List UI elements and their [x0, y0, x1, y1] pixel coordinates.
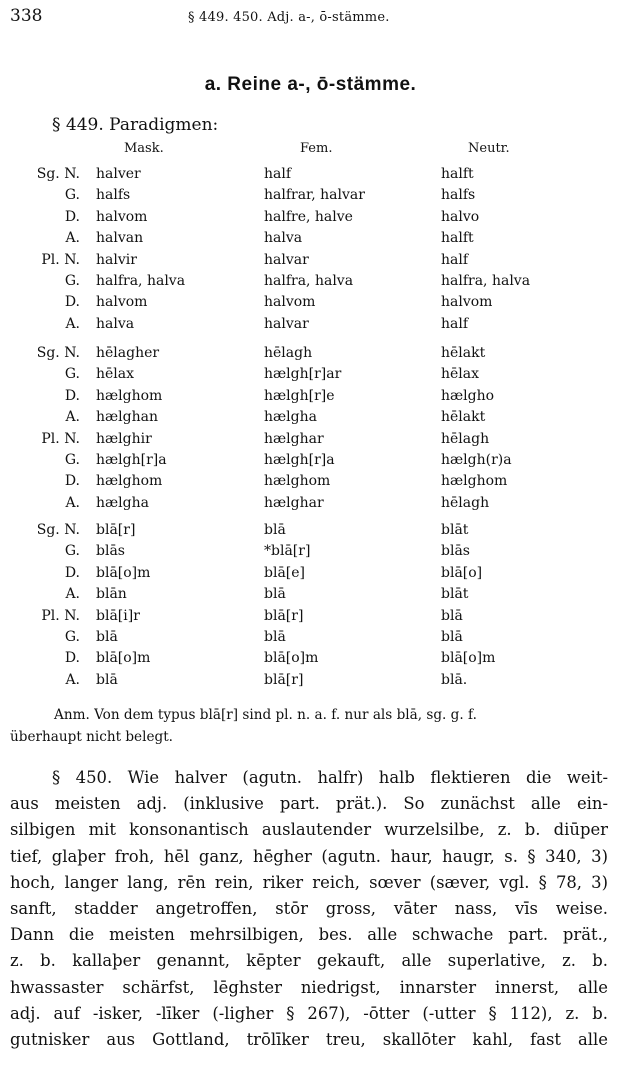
table-row	[0, 452, 621, 473]
fem-form: hælgh[r]ar	[264, 366, 342, 383]
mask-form: hælgh[r]a	[96, 451, 167, 468]
fem-form: hælgh[r]a	[264, 451, 335, 468]
case-label: G.	[64, 187, 80, 204]
fem-form: halva	[264, 230, 303, 247]
case-label: A.	[65, 230, 80, 247]
table-row	[0, 409, 621, 430]
text-line: hwassaster schärfst, lēghster niedrigst, innarster innerst, alle	[10, 977, 608, 997]
paragraph-heading: § 449. Paradigmen:	[52, 115, 219, 135]
neutr-form: blā	[441, 628, 463, 645]
neutr-form: blā.	[441, 671, 468, 688]
section-heading: a. Reine a-, ō-stämme.	[204, 74, 417, 95]
fem-form: hælgh[r]e	[264, 387, 335, 404]
case-label: Pl. N.	[41, 430, 80, 447]
running-head	[10, 6, 611, 30]
table-row	[0, 209, 621, 230]
neutr-form: blās	[441, 543, 470, 560]
case-label: D.	[64, 294, 80, 311]
note-line: überhaupt nicht belegt.	[10, 729, 173, 745]
case-label: Pl. N.	[41, 251, 80, 268]
mask-form: halva	[96, 315, 135, 332]
table-row	[0, 629, 621, 650]
fem-form: blā[r]	[264, 607, 304, 624]
body-paragraph	[10, 765, 608, 1053]
fem-form: halvar	[264, 251, 309, 268]
mask-form: halfs	[96, 187, 131, 204]
case-label: D.	[64, 564, 80, 581]
neutr-form: hælgh(r)a	[441, 451, 512, 468]
mask-form: halvom	[96, 294, 148, 311]
fem-form: blā[r]	[264, 671, 304, 688]
mask-form: halver	[96, 166, 141, 182]
text-line: sanft, stadder angetroffen, stōr gross, vāter nass, vīs weise.	[10, 898, 608, 918]
fem-form: blā[o]m	[264, 650, 319, 667]
neutr-form: halft	[441, 166, 474, 182]
paradigm-group	[0, 166, 621, 337]
table-row	[0, 650, 621, 671]
mask-form: halvir	[96, 251, 137, 268]
mask-form: blās	[96, 543, 125, 560]
neutr-form: halft	[441, 230, 474, 247]
neutr-form: blā[o]m	[441, 650, 496, 667]
case-label: D.	[64, 387, 80, 404]
case-label: D.	[64, 473, 80, 490]
case-label: D.	[64, 208, 80, 225]
table-row	[0, 230, 621, 251]
text-line: gutnisker aus Gottland, trōlīker treu, skallōter kahl, fast alle	[10, 1029, 608, 1049]
paradigm-group	[0, 345, 621, 516]
table-row	[0, 273, 621, 294]
running-title: § 449. 450. Adj. a-, ō-stämme.	[188, 10, 390, 25]
neutr-form: halfs	[441, 187, 476, 204]
case-label: G.	[64, 543, 80, 560]
table-row	[0, 388, 621, 409]
text-line: z. b. kallaþer genannt, kēpter gekauft, alle superlative, z. b.	[10, 951, 608, 971]
table-row	[0, 166, 621, 187]
table-row	[0, 672, 621, 693]
mask-form: hēlax	[96, 366, 135, 383]
fem-form: halvom	[264, 294, 316, 311]
table-row	[0, 252, 621, 273]
case-label: A.	[65, 315, 80, 332]
case-label: G.	[64, 366, 80, 383]
neutr-form: halfra, halva	[441, 272, 531, 289]
mask-form: blān	[96, 586, 127, 603]
case-label: G.	[64, 628, 80, 645]
case-label: Sg. N.	[36, 166, 80, 182]
neutr-form: blā[o]	[441, 564, 483, 581]
column-header-mask: Mask.	[124, 141, 164, 156]
page-number: 338	[10, 6, 43, 26]
table-row	[0, 431, 621, 452]
case-label: A.	[65, 671, 80, 688]
column-header-neutr: Neutr.	[468, 141, 510, 156]
mask-form: halvom	[96, 208, 148, 225]
paradigm-group	[0, 522, 621, 693]
case-label: Sg. N.	[36, 522, 80, 538]
mask-form: hēlagher	[96, 345, 160, 361]
fem-form: hælghar	[264, 430, 324, 447]
fem-form: blā[e]	[264, 564, 305, 581]
mask-form: hælghom	[96, 473, 163, 490]
mask-form: halfra, halva	[96, 272, 186, 289]
text-line: tief, glaþer froh, hēl ganz, hēgher (agutn. haur, haugr, s. § 340, 3)	[10, 846, 608, 866]
fem-form: blā	[264, 522, 286, 538]
fem-form: blā	[264, 628, 286, 645]
text-line: adj. auf -isker, -līker (-ligher § 267), -ōtter (-utter § 112), z. b.	[10, 1003, 608, 1023]
neutr-form: hēlax	[441, 366, 480, 383]
neutr-form: hælgho	[441, 387, 495, 404]
table-row	[0, 586, 621, 607]
case-label: A.	[65, 586, 80, 603]
fem-form: hælgha	[264, 409, 317, 426]
case-label: D.	[64, 650, 80, 667]
neutr-form: hēlakt	[441, 345, 486, 361]
fem-form: hēlagh	[264, 345, 313, 361]
neutr-form: halvo	[441, 208, 480, 225]
fem-form: hælghar	[264, 494, 324, 511]
fem-form: halvar	[264, 315, 309, 332]
table-row	[0, 495, 621, 516]
text-line: silbigen mit konsonantisch auslautender wurzelsilbe, z. b. diūper	[10, 820, 608, 840]
table-row	[0, 316, 621, 337]
fem-form: half	[264, 166, 292, 182]
fem-form: hælghom	[264, 473, 331, 490]
case-label: G.	[64, 451, 80, 468]
mask-form: hælghir	[96, 430, 152, 447]
neutr-form: half	[441, 315, 469, 332]
table-row	[0, 345, 621, 366]
neutr-form: half	[441, 251, 469, 268]
case-label: Pl. N.	[41, 607, 80, 624]
fem-form: *blā[r]	[264, 543, 311, 560]
table-row	[0, 522, 621, 543]
mask-form: halvan	[96, 230, 144, 247]
text-line: aus meisten adj. (inklusive part. prät.). So zunächst alle ein-	[10, 794, 608, 814]
fem-form: halfrar, halvar	[264, 187, 365, 204]
neutr-form: hēlagh	[441, 430, 490, 447]
mask-form: hælghom	[96, 387, 163, 404]
neutr-form: blāt	[441, 522, 469, 538]
neutr-form: hēlakt	[441, 409, 486, 426]
case-label: Sg. N.	[36, 345, 80, 361]
neutr-form: hælghom	[441, 473, 508, 490]
table-row	[0, 473, 621, 494]
fem-form: halfre, halve	[264, 208, 353, 225]
table-row	[0, 187, 621, 208]
case-label: A.	[65, 494, 80, 511]
table-row	[0, 543, 621, 564]
note-line: Anm. Von dem typus blā[r] sind pl. n. a. f. nur als blā, sg. g. f.	[54, 707, 477, 723]
mask-form: blā	[96, 628, 118, 645]
mask-form: blā[o]m	[96, 650, 151, 667]
mask-form: blā[i]r	[96, 607, 140, 624]
neutr-form: blā	[441, 607, 463, 624]
fem-form: blā	[264, 586, 286, 603]
table-row	[0, 608, 621, 629]
neutr-form: blāt	[441, 586, 469, 603]
mask-form: blā[r]	[96, 522, 136, 538]
column-header-fem: Fem.	[300, 141, 333, 156]
case-label: A.	[65, 409, 80, 426]
table-row	[0, 366, 621, 387]
case-label: G.	[64, 272, 80, 289]
mask-form: hælghan	[96, 409, 158, 426]
mask-form: blā	[96, 671, 118, 688]
table-row	[0, 565, 621, 586]
mask-form: hælgha	[96, 494, 149, 511]
text-line: Dann die meisten mehrsilbigen, bes. alle schwache part. prät.,	[10, 925, 608, 945]
mask-form: blā[o]m	[96, 564, 151, 581]
annotation-note	[10, 704, 610, 748]
fem-form: halfra, halva	[264, 272, 354, 289]
neutr-form: halvom	[441, 294, 493, 311]
table-row	[0, 294, 621, 315]
neutr-form: hēlagh	[441, 494, 490, 511]
text-line: § 450. Wie halver (agutn. halfr) halb flektieren die weit-	[52, 768, 608, 787]
text-line: hoch, langer lang, rēn rein, riker reich, sœver (sæver, vgl. § 78, 3)	[10, 872, 608, 892]
